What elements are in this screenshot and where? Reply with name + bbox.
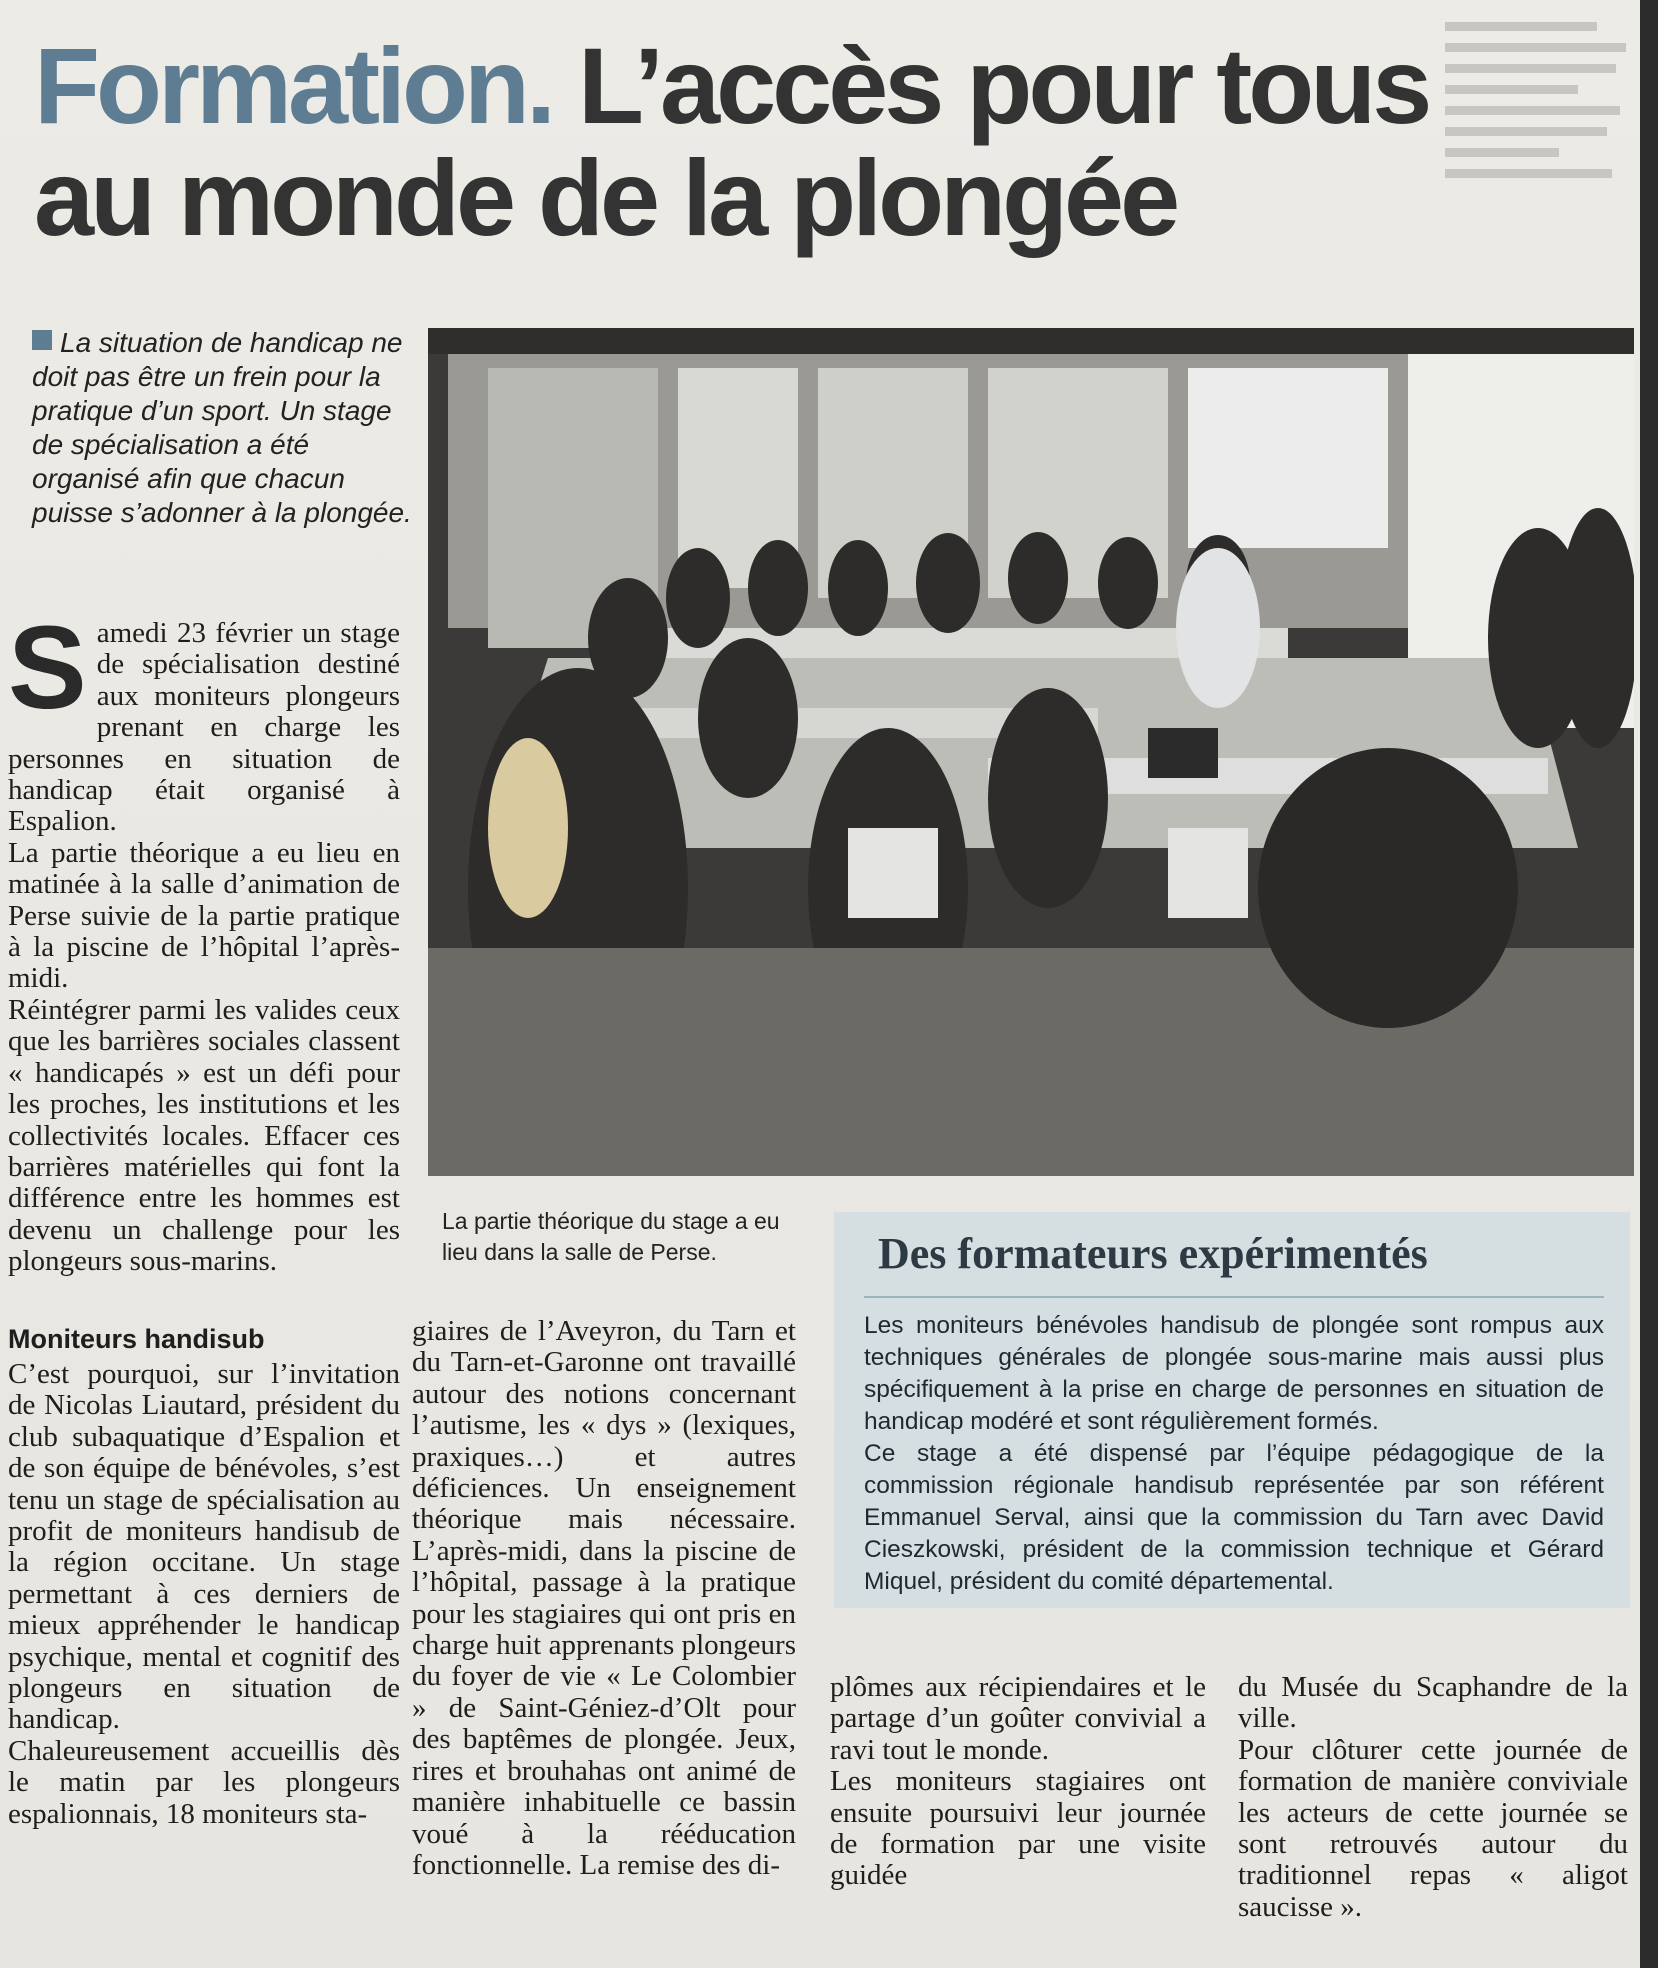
photo-illustration xyxy=(428,328,1634,1176)
dropcap: S xyxy=(8,602,87,734)
paragraph-1 xyxy=(8,602,400,838)
classroom-photo xyxy=(428,328,1634,1176)
sidebar-paragraph-1: Les moniteurs bénévoles handisub de plongée sont rompus aux techniques générales de plongée sous-marine mais aussi plus spécifiquement à la prise en charge de personnes en situation de handicap modéré et sont régulièrement formés. xyxy=(864,1312,1604,1435)
lead-paragraph xyxy=(32,326,412,530)
sidebar-title: Des formateurs expérimentés xyxy=(878,1229,1428,1278)
article-column-1 xyxy=(8,602,400,1830)
column-4-paragraph-1: du Musée du Scaphandre de la ville. xyxy=(1238,1671,1628,1735)
column-4-paragraph-2: Pour clôturer cette journée de formation de manière conviviale les acteurs de cette journée se sont retrouvés autour du traditionnel repas « aligot saucisse ». xyxy=(1238,1733,1628,1923)
photo-caption: La partie théorique du stage a eu lieu dans la salle de Perse. xyxy=(442,1208,780,1265)
paragraph-3: Réintégrer parmi les valides ceux que les barrières sociales classent « handicapés » est un défi pour les proches, les institutions et les collectivités locales. Effacer ces barrières matérielles qui font la différence entre les hommes est devenu un challenge pour les plongeurs sous-marins. xyxy=(8,993,400,1278)
sidebar-divider xyxy=(864,1296,1604,1298)
scan-edge xyxy=(1640,0,1658,1968)
column-3-paragraph-1: plômes aux récipiendaires et le partage d’un goûter convivial a ravi tout le monde. xyxy=(830,1671,1206,1766)
headline-title-line2: au monde de la plongée xyxy=(34,137,1177,258)
article-column-4 xyxy=(1238,1672,1628,1923)
paragraph-2: La partie théorique a eu lieu en matinée à la salle d’animation de Perse suivie de la partie pratique à la piscine de l’hôpital l’après-midi. xyxy=(8,836,400,995)
subheading: Moniteurs handisub xyxy=(8,1323,265,1354)
bullet-square-icon xyxy=(32,330,52,350)
paragraph-4: C’est pourquoi, sur l’invitation de Nicolas Liautard, président du club subaquatique d’Espalion et de son équipe de bénévoles, s’est tenu un stage de spécialisation au profit de moniteurs handisub de la région occitane. Un stage permettant à ces derniers de mieux appréhender le handicap psychique, mental et cognitif des plongeurs en situation de handicap. xyxy=(8,1357,400,1736)
column-3-paragraph-2: Les moniteurs stagiaires ont ensuite poursuivi leur journée de formation par une visite guidée xyxy=(830,1765,1206,1892)
article-column-2 xyxy=(412,1316,796,1881)
sidebar-text xyxy=(864,1310,1604,1598)
paragraph-5: Chaleureusement accueillis dès le matin par les plongeurs espalionnais, 18 moniteurs sta- xyxy=(8,1734,400,1830)
headline-title-line1: L’accès pour tous xyxy=(578,25,1429,146)
adjacent-article-fragment xyxy=(1445,10,1635,260)
paragraph-1-text: amedi 23 février un stage de spécialisation destiné aux moniteurs plongeurs prenant en charge les personnes en situation de handicap était organisé à Espalion. xyxy=(8,617,400,838)
headline xyxy=(34,25,1429,258)
sidebar-box xyxy=(834,1212,1630,1608)
lead-text: La situation de handicap ne doit pas être un frein pour la pratique d’un sport. Un stage de spécialisation a été organisé afin que chacun puisse s’adonner à la plongée. xyxy=(32,327,412,528)
column-2-text: giaires de l’Aveyron, du Tarn et du Tarn-et-Garonne ont travaillé autour des notions concernant l’autisme, les « dys » (lexiques, praxiques…) et autres déficiences. Un enseignement théorique mais nécessaire. L’après-midi, dans la piscine de l’hôpital, passage à la pratique pour les stagiaires qui ont pris en charge huit apprenants plongeurs du foyer de vie « Le Colombier » de Saint-Géniez-d’Olt pour des baptêmes de plongée. Jeux, rires et brouhahas ont animé de manière inhabituelle ce bassin voué à la rééducation fonctionnelle. La remise des di- xyxy=(412,1315,796,1881)
article-column-3 xyxy=(830,1672,1206,1892)
sidebar-paragraph-2: Ce stage a été dispensé par l’équipe pédagogique de la commission régionale handisub représentée par son référent Emmanuel Serval, ainsi que la commission du Tarn avec David Cieszkowski, président de la commission technique et Gérard Miquel, président du comité départemental. xyxy=(864,1440,1604,1595)
headline-kicker: Formation. xyxy=(34,25,552,146)
